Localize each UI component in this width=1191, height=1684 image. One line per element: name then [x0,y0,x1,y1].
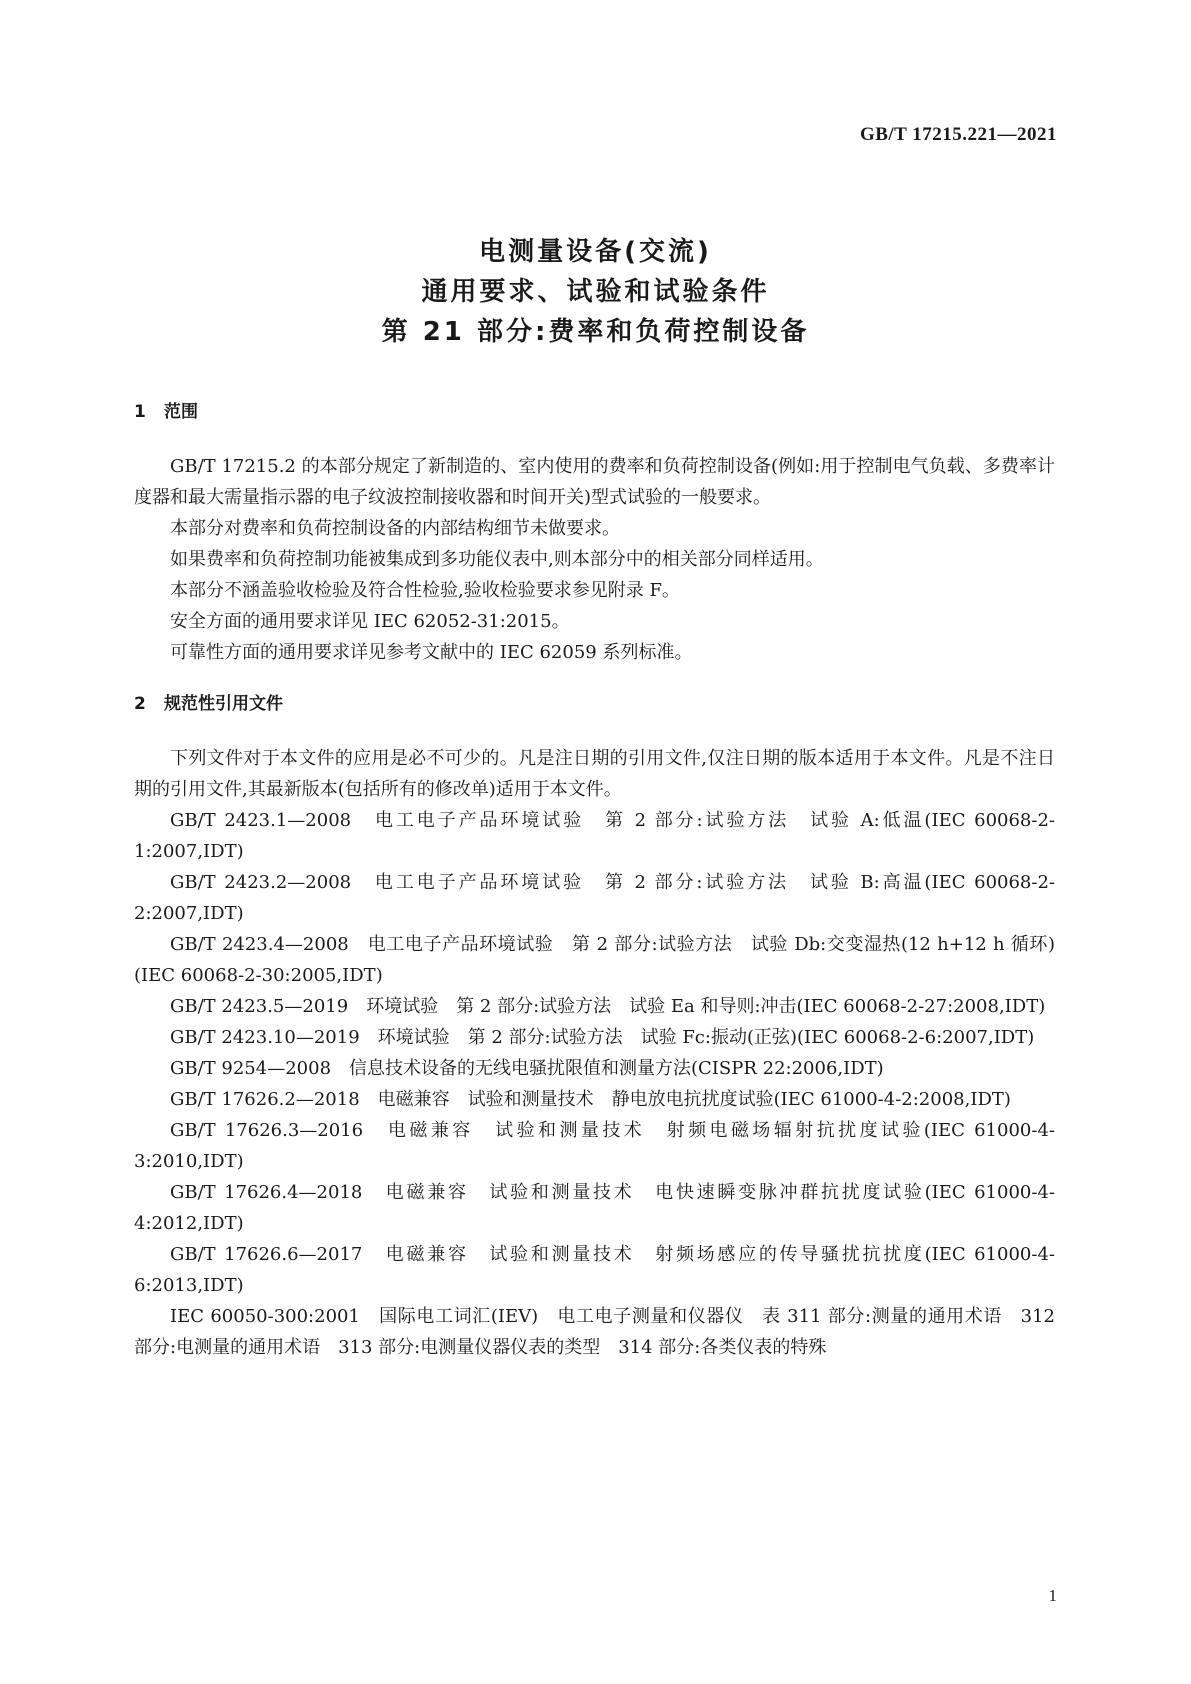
standard-number: GB/T 17215.221—2021 [859,124,1057,145]
title-line: 电测量设备(交流) [479,237,712,267]
reference-entry: GB/T 17626.6—2017 电磁兼容 试验和测量技术 射频场感应的传导骚扰抗扰度(IEC 61000-4-6:2013,IDT) [134,1244,1055,1296]
section-number: 1 [134,402,146,422]
paragraph: 如果费率和负荷控制功能被集成到多功能仪表中,则本部分中的相关部分同样适用。 [170,549,824,570]
section-title: 范围 [164,402,198,422]
reference-entry: GB/T 2423.2—2008 电工电子产品环境试验 第 2 部分:试验方法 试验 B:高温(IEC 60068-2-2:2007,IDT) [134,872,1055,924]
title-line: 第 21 部分:费率和负荷控制设备 [381,317,810,347]
paragraph: 下列文件对于本文件的应用是必不可少的。凡是注日期的引用文件,仅注日期的版本适用于本文件。凡是不注日期的引用文件,其最新版本(包括所有的修改单)适用于本文件。 [134,748,1055,800]
reference-entry: GB/T 2423.1—2008 电工电子产品环境试验 第 2 部分:试验方法 试验 A:低温(IEC 60068-2-1:2007,IDT) [134,810,1055,862]
paragraph: GB/T 17215.2 的本部分规定了新制造的、室内使用的费率和负荷控制设备(例如:用于控制电气负载、多费率计度器和最大需量指示器的电子纹波控制接收器和时间开关)型式试验的一般要求。 [134,456,1055,508]
reference-entry: GB/T 17626.3—2016 电磁兼容 试验和测量技术 射频电磁场辐射抗扰度试验(IEC 61000-4-3:2010,IDT) [134,1120,1055,1172]
reference-entry: GB/T 2423.5—2019 环境试验 第 2 部分:试验方法 试验 Ea 和导则:冲击(IEC 60068-2-27:2008,IDT) [170,996,1046,1017]
reference-entry: GB/T 2423.10—2019 环境试验 第 2 部分:试验方法 试验 Fc:振动(正弦)(IEC 60068-2-6:2007,IDT) [170,1027,1035,1048]
section-1-body [134,451,1055,668]
section-1-heading [134,397,198,422]
document-title [0,232,1191,352]
section-2-heading [134,689,283,714]
section-2-body [134,743,1055,1363]
paragraph: 本部分对费率和负荷控制设备的内部结构细节未做要求。 [170,518,620,539]
paragraph: 可靠性方面的通用要求详见参考文献中的 IEC 62059 系列标准。 [170,642,693,663]
reference-entry: GB/T 17626.4—2018 电磁兼容 试验和测量技术 电快速瞬变脉冲群抗扰度试验(IEC 61000-4-4:2012,IDT) [134,1182,1055,1234]
page-number: 1 [1048,1586,1057,1605]
reference-entry: GB/T 2423.4—2008 电工电子产品环境试验 第 2 部分:试验方法 试验 Db:交变湿热(12 h+12 h 循环)(IEC 60068-2-30:2005,IDT) [134,934,1055,986]
section-number: 2 [134,694,146,714]
reference-entry: GB/T 17626.2—2018 电磁兼容 试验和测量技术 静电放电抗扰度试验(IEC 61000-4-2:2008,IDT) [170,1089,1011,1110]
title-line: 通用要求、试验和试验条件 [421,277,770,307]
paragraph: 本部分不涵盖验收检验及符合性检验,验收检验要求参见附录 F。 [170,580,680,601]
section-title: 规范性引用文件 [164,694,283,714]
paragraph: 安全方面的通用要求详见 IEC 62052-31:2015。 [170,611,570,632]
reference-entry: IEC 60050-300:2001 国际电工词汇(IEV) 电工电子测量和仪器仪 表 311 部分:测量的通用术语 312 部分:电测量的通用术语 313 部分:电测量仪器仪表的类型 314 部分:各类仪表的特殊 [134,1306,1055,1358]
reference-entry: GB/T 9254—2008 信息技术设备的无线电骚扰限值和测量方法(CISPR 22:2006,IDT) [170,1058,884,1079]
